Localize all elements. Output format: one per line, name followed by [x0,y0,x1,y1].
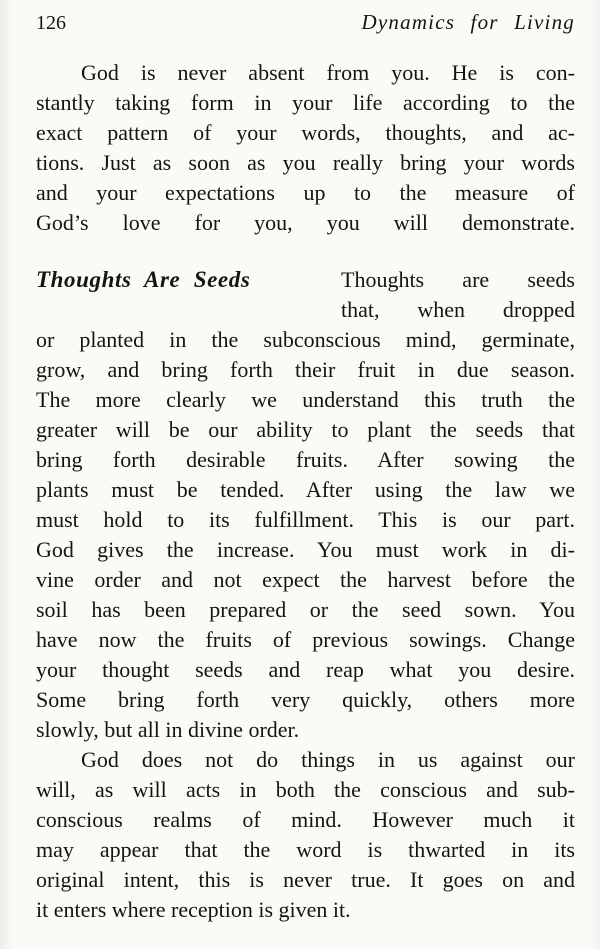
text-line: soil has been prepared or the seed sown. You [36,597,575,622]
text-line: and your expectations up to the measure of [36,180,575,205]
text-line: vine order and not expect the harvest before the [36,567,575,592]
text-line: your thought seeds and reap what you desire. [36,657,575,682]
running-title: Dynamics for Living [361,10,575,34]
section-intro-lines [341,265,575,325]
text-line: grow, and bring forth their fruit in due season. [36,357,575,382]
text-line: conscious realms of mind. However much it [36,807,575,832]
text-line: may appear that the word is thwarted in its [36,837,575,862]
text-line: God gives the increase. You must work in di- [36,537,575,562]
text-line: have now the fruits of previous sowings. Change [36,627,575,652]
text-line: slowly, but all in divine order. [36,717,300,742]
text-line: Some bring forth very quickly, others more [36,687,575,712]
text-line: plants must be tended. After using the law we [36,477,575,502]
text-line: stantly taking form in your life according to the [36,90,575,115]
text-line: God is never absent from you. He is con- [81,60,575,85]
page-number: 126 [36,12,66,34]
text-line: greater will be our ability to plant the seeds that [36,417,575,442]
text-line: God does not do things in us against our [81,747,575,772]
page-header [36,9,575,39]
section-heading: Thoughts Are Seeds [36,267,251,292]
section-body [36,325,575,745]
opening-paragraph [36,58,575,238]
text-line: that, when dropped [341,297,575,322]
text-line: original intent, this is never true. It goes on and [36,867,575,892]
text-line: it enters where reception is given it. [36,897,351,922]
text-line: will, as will acts in both the conscious and sub- [36,777,575,802]
text-line: must hold to its fulfillment. This is our part. [36,507,575,532]
page-body [36,58,575,925]
text-line: exact pattern of your words, thoughts, and ac- [36,120,575,145]
text-line: Thoughts are seeds [341,267,575,292]
section-thoughts-are-seeds [36,265,575,745]
text-line: The more clearly we understand this truth the [36,387,575,412]
text-line: God’s love for you, you will demonstrate. [36,210,575,235]
text-line: bring forth desirable fruits. After sowing the [36,447,575,472]
section-head [36,265,575,325]
text-line: tions. Just as soon as you really bring your words [36,150,575,175]
text-line: or planted in the subconscious mind, germinate, [36,327,575,352]
closing-paragraph [36,745,575,925]
